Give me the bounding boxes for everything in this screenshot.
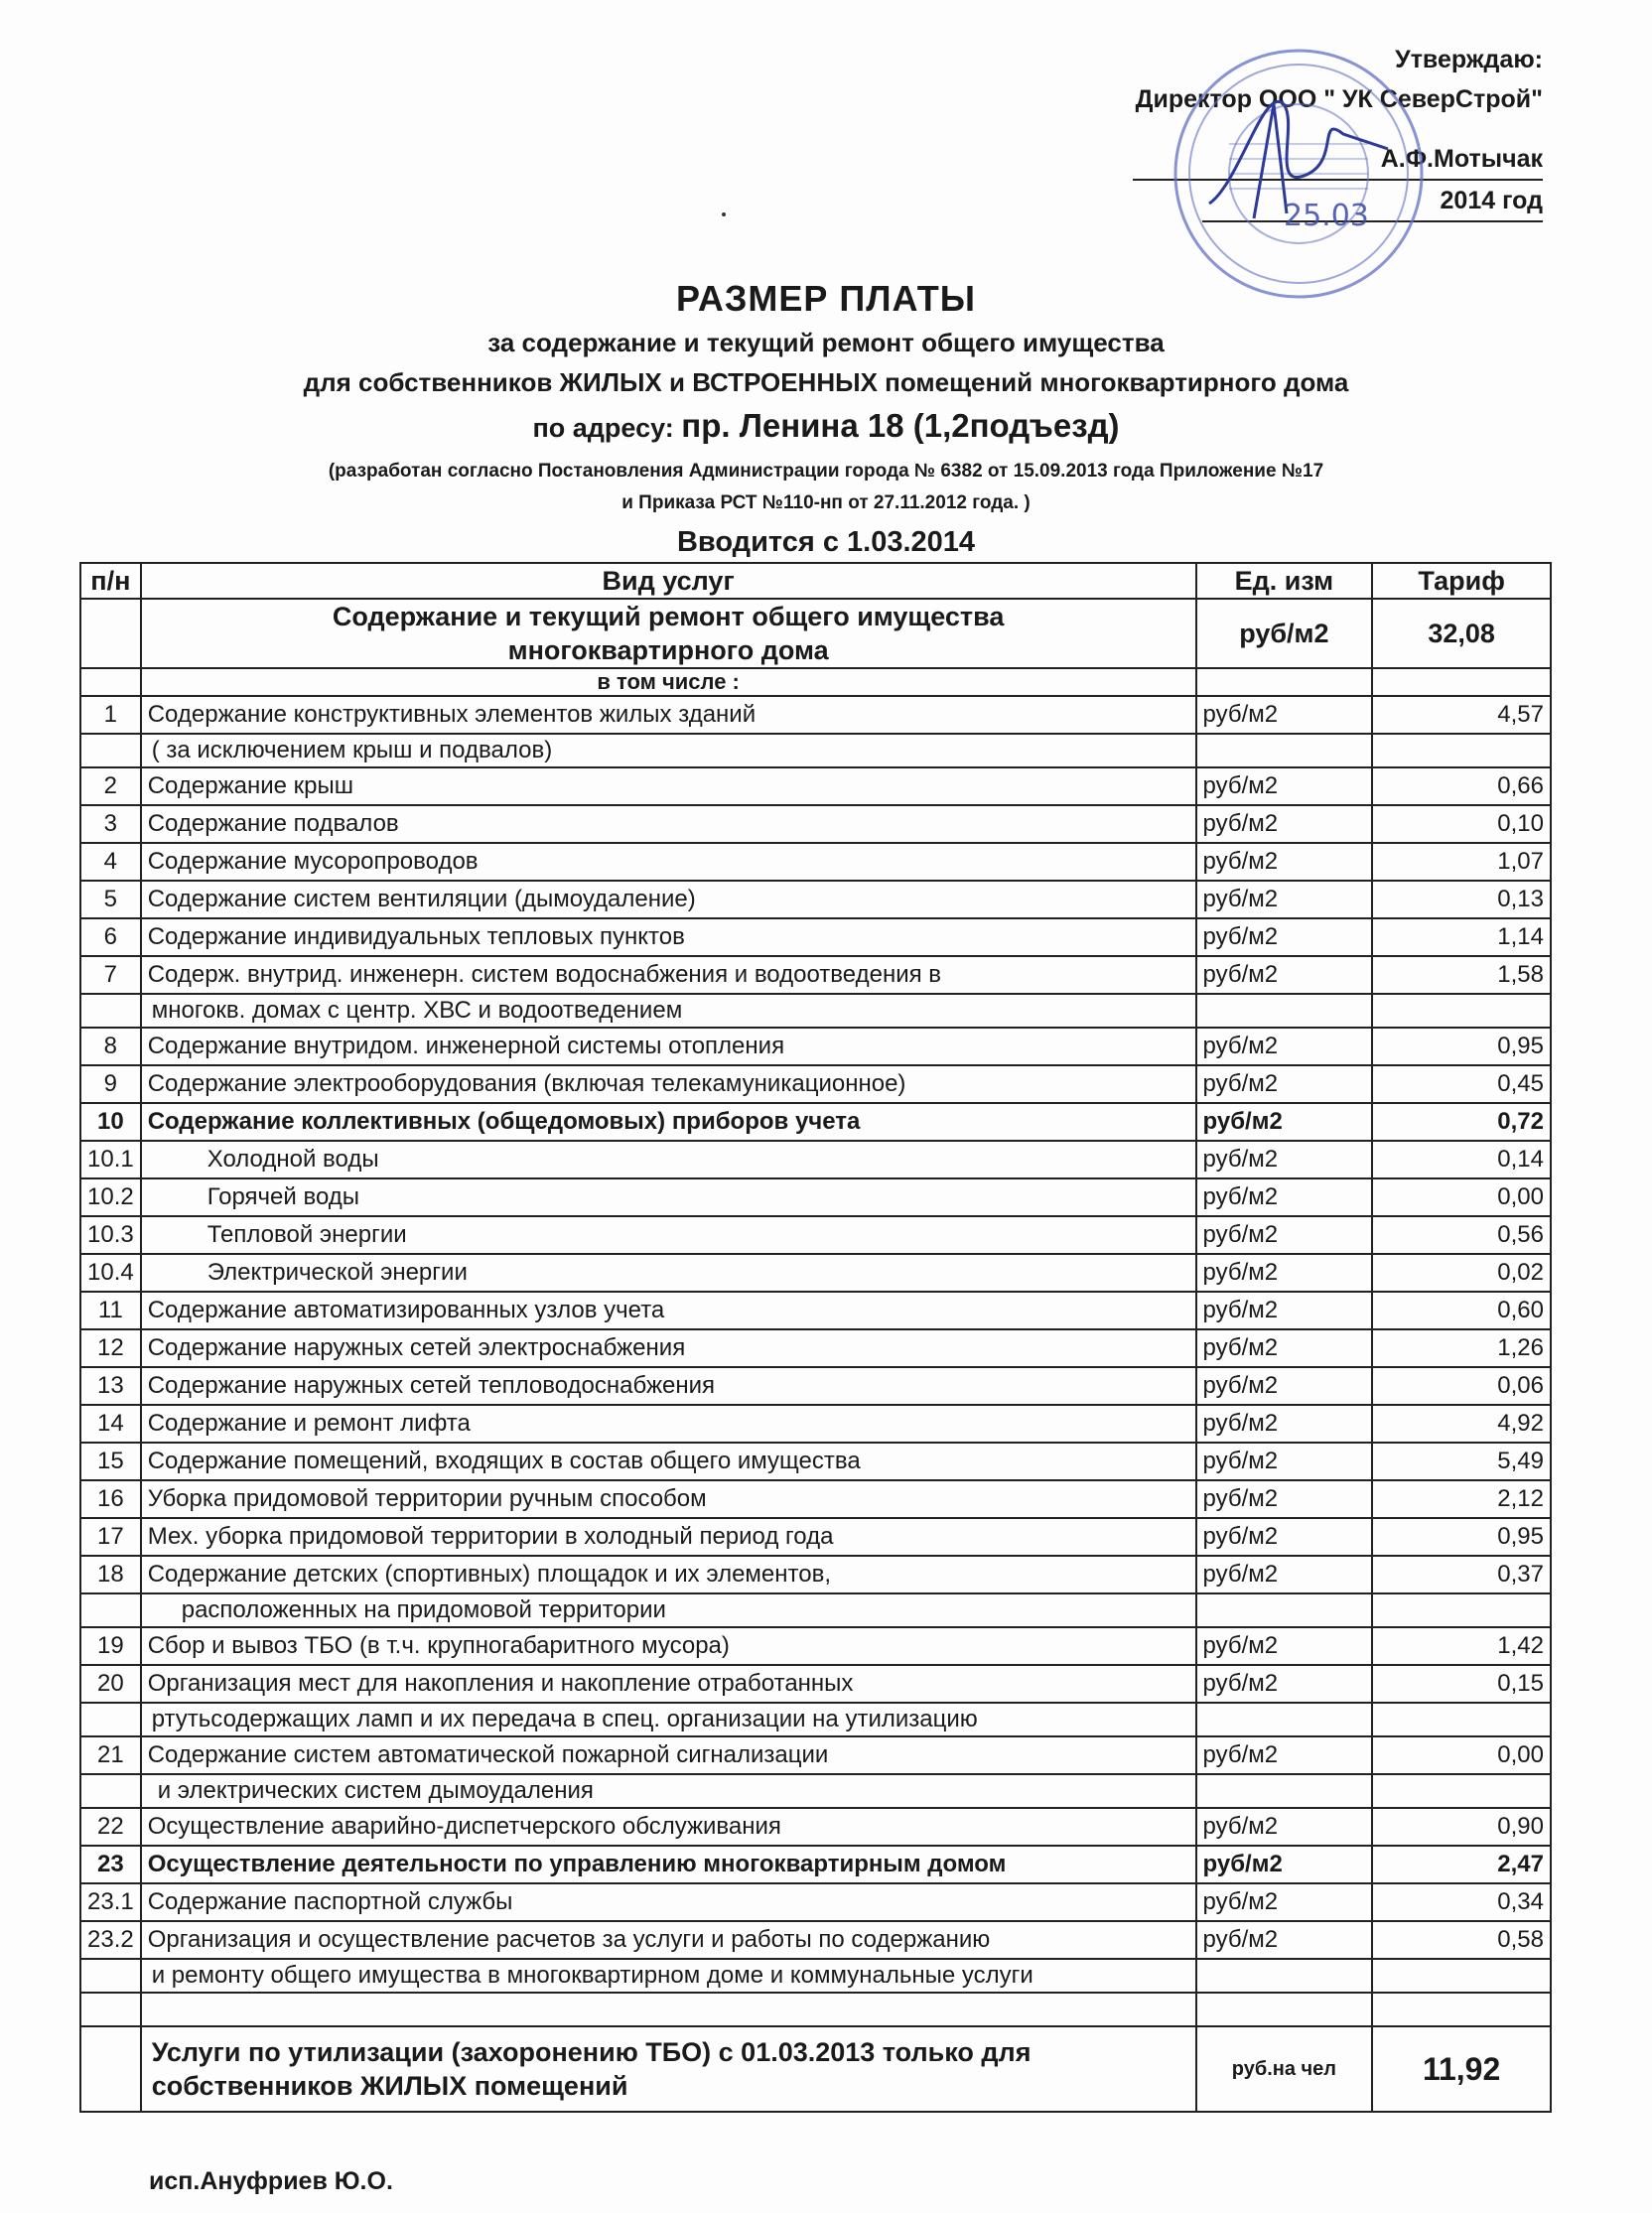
row-tariff: 0,37	[1372, 1556, 1551, 1593]
section-tariff: 32,08	[1372, 599, 1551, 668]
row-service-name: ртутьсодержащих ламп и их передача в спец. организации на утилизацию	[141, 1703, 1196, 1736]
row-tariff: 0,66	[1372, 767, 1551, 805]
including-number	[80, 668, 141, 696]
row-tariff: 0,90	[1372, 1808, 1551, 1846]
row-number: 10.3	[80, 1216, 141, 1254]
including-label: в том числе :	[141, 668, 1196, 696]
row-tariff: 1,14	[1372, 918, 1551, 956]
row-number: 12	[80, 1329, 141, 1367]
legal-basis-note-2: и Приказа РСТ №110-нп от 27.11.2012 года. )	[621, 492, 1031, 513]
table-row	[80, 1480, 1551, 1518]
row-service-name: Содержание и ремонт лифта	[141, 1405, 1196, 1443]
row-service-name: Электрической энергии	[141, 1254, 1196, 1292]
row-number: 23.1	[80, 1883, 141, 1921]
row-unit: руб/м2	[1196, 1665, 1373, 1703]
row-unit: руб/м2	[1196, 1736, 1373, 1774]
row-service-name: расположенных на придомовой территории	[141, 1593, 1196, 1627]
row-service-name: Содержание крыш	[141, 767, 1196, 805]
row-tariff: 0,45	[1372, 1065, 1551, 1103]
row-service-name: Горячей воды	[141, 1178, 1196, 1216]
row-number: 2	[80, 767, 141, 805]
row-unit: руб/м2	[1196, 1028, 1373, 1065]
row-unit: руб/м2	[1196, 918, 1373, 956]
handwritten-date: 25.03	[1284, 199, 1369, 233]
row-service-name: Сбор и вывоз ТБО (в т.ч. крупногабаритного мусора)	[141, 1627, 1196, 1665]
row-unit	[1196, 1703, 1373, 1736]
row-service-name: Содержание подвалов	[141, 805, 1196, 843]
table-row	[80, 1736, 1551, 1774]
address-prefix: по адресу:	[532, 413, 674, 443]
table-row	[80, 734, 1551, 767]
row-service-name: Содержание наружных сетей электроснабжения	[141, 1329, 1196, 1367]
row-tariff: 1,07	[1372, 843, 1551, 881]
row-service-name: ( за исключением крыш и подвалов)	[141, 734, 1196, 767]
final-number	[80, 2026, 141, 2112]
row-service-name: Организация мест для накопления и накопление отработанных	[141, 1665, 1196, 1703]
row-service-name: Содержание автоматизированных узлов учета	[141, 1292, 1196, 1329]
row-unit: руб/м2	[1196, 1627, 1373, 1665]
row-tariff: 5,49	[1372, 1443, 1551, 1480]
row-tariff	[1372, 1593, 1551, 1627]
row-number: 21	[80, 1736, 141, 1774]
row-service-name: Содержание систем вентиляции (дымоудаление)	[141, 881, 1196, 918]
signature-line	[1133, 139, 1543, 181]
final-name-line-2: собственников ЖИЛЫХ помещений	[151, 2071, 628, 2101]
row-number: 22	[80, 1808, 141, 1846]
table-row	[80, 1665, 1551, 1703]
row-unit	[1196, 1593, 1373, 1627]
row-number	[80, 1593, 141, 1627]
row-unit: руб/м2	[1196, 1141, 1373, 1178]
table-row	[80, 1518, 1551, 1556]
table-row	[80, 1703, 1551, 1736]
table-row	[80, 1774, 1551, 1808]
row-tariff: 0,06	[1372, 1367, 1551, 1405]
row-tariff: 0,00	[1372, 1736, 1551, 1774]
table-row	[80, 696, 1551, 734]
table-row	[80, 1292, 1551, 1329]
row-unit: руб/м2	[1196, 1216, 1373, 1254]
document-subtitle-2: для собственников ЖИЛЫХ и ВСТРОЕННЫХ помещений многоквартирного дома	[303, 367, 1349, 397]
table-row	[80, 805, 1551, 843]
row-number: 15	[80, 1443, 141, 1480]
row-number: 14	[80, 1405, 141, 1443]
final-unit: руб.на чел	[1196, 2026, 1373, 2112]
row-tariff	[1372, 994, 1551, 1028]
table-row	[80, 881, 1551, 918]
row-tariff	[1372, 1959, 1551, 1993]
document-title: РАЗМЕР ПЛАТЫ	[676, 278, 976, 319]
row-unit: руб/м2	[1196, 956, 1373, 994]
row-number: 5	[80, 881, 141, 918]
row-number	[80, 1703, 141, 1736]
table-row	[80, 1808, 1551, 1846]
row-number: 18	[80, 1556, 141, 1593]
row-number: 7	[80, 956, 141, 994]
row-service-name: Содерж. внутрид. инженерн. систем водоснабжения и водоотведения в	[141, 956, 1196, 994]
row-service-name: Осуществление аварийно-диспетчерского обслуживания	[141, 1808, 1196, 1846]
row-unit: руб/м2	[1196, 1065, 1373, 1103]
row-service-name: Содержание мусоропроводов	[141, 843, 1196, 881]
row-number	[80, 1959, 141, 1993]
table-row	[80, 994, 1551, 1028]
row-number: 10	[80, 1103, 141, 1141]
row-tariff: 0,10	[1372, 805, 1551, 843]
row-unit: руб/м2	[1196, 805, 1373, 843]
row-service-name: Содержание систем автоматической пожарной сигнализации	[141, 1736, 1196, 1774]
row-unit: руб/м2	[1196, 881, 1373, 918]
row-service-name: Содержание паспортной службы	[141, 1883, 1196, 1921]
spacer-cell	[1196, 1993, 1373, 2026]
row-tariff: 1,58	[1372, 956, 1551, 994]
table-row	[80, 1556, 1551, 1593]
address-line	[0, 407, 1652, 445]
row-number: 10.2	[80, 1178, 141, 1216]
row-tariff: 4,92	[1372, 1405, 1551, 1443]
effective-date: Вводится с 1.03.2014	[676, 526, 976, 558]
table-row	[80, 1141, 1551, 1178]
row-unit: руб/м2	[1196, 1405, 1373, 1443]
row-service-name: Организация и осуществление расчетов за услуги и работы по содержанию	[141, 1921, 1196, 1959]
row-tariff: 0,34	[1372, 1883, 1551, 1921]
section-name-line-1: Содержание и текущий ремонт общего имущества	[332, 602, 1005, 631]
row-service-name: Осуществление деятельности по управлению многоквартирным домом	[141, 1846, 1196, 1883]
spacer-cell	[141, 1993, 1196, 2026]
legal-basis-note-1: (разработан согласно Постановления Администрации города № 6382 от 15.09.2013 года Приложение №17	[328, 461, 1324, 482]
row-unit: руб/м2	[1196, 1103, 1373, 1141]
row-number: 13	[80, 1367, 141, 1405]
row-tariff	[1372, 1703, 1551, 1736]
row-tariff: 4,57	[1372, 696, 1551, 734]
table-row	[80, 1443, 1551, 1480]
table-row	[80, 1959, 1551, 1993]
table-row	[80, 1103, 1551, 1141]
approval-block	[1133, 40, 1543, 222]
approval-date-line	[1133, 181, 1543, 222]
column-header-service: Вид услуг	[141, 563, 1196, 599]
section-name	[141, 599, 1196, 668]
row-tariff: 0,13	[1372, 881, 1551, 918]
table-row	[80, 1178, 1551, 1216]
row-tariff: 0,56	[1372, 1216, 1551, 1254]
column-header-tariff: Тариф	[1372, 563, 1551, 599]
row-number: 10.1	[80, 1141, 141, 1178]
row-number	[80, 1774, 141, 1808]
section-total-row	[80, 599, 1551, 668]
row-service-name: Содержание коллективных (общедомовых) приборов учета	[141, 1103, 1196, 1141]
final-name-line-1: Услуги по утилизации (захоронению ТБО) с 01.03.2013 только для	[151, 2037, 1032, 2067]
row-service-name: Содержание электрооборудования (включая телекамуникационное)	[141, 1065, 1196, 1103]
executor-name: исп.Ануфриев Ю.О.	[149, 2167, 393, 2195]
table-row	[80, 1065, 1551, 1103]
document-subtitle-1: за содержание и текущий ремонт общего имущества	[487, 328, 1165, 357]
row-unit: руб/м2	[1196, 1178, 1373, 1216]
row-number: 17	[80, 1518, 141, 1556]
row-tariff	[1372, 734, 1551, 767]
column-header-unit: Ед. изм	[1196, 563, 1373, 599]
row-number: 23	[80, 1846, 141, 1883]
row-unit: руб/м2	[1196, 1480, 1373, 1518]
table-row	[80, 1593, 1551, 1627]
table-row	[80, 767, 1551, 805]
row-service-name: Содержание детских (спортивных) площадок и их элементов,	[141, 1556, 1196, 1593]
row-tariff: 1,42	[1372, 1627, 1551, 1665]
row-number: 8	[80, 1028, 141, 1065]
table-row	[80, 1921, 1551, 1959]
including-unit	[1196, 668, 1373, 696]
column-header-number: п/н	[80, 563, 141, 599]
row-tariff: 2,47	[1372, 1846, 1551, 1883]
row-service-name: Содержание индивидуальных тепловых пунктов	[141, 918, 1196, 956]
row-unit: руб/м2	[1196, 1518, 1373, 1556]
row-number: 6	[80, 918, 141, 956]
spacer-cell	[1372, 1993, 1551, 2026]
row-unit	[1196, 1774, 1373, 1808]
approval-year: 2014 год	[1202, 181, 1543, 222]
tariff-table	[79, 562, 1552, 2113]
row-number: 20	[80, 1665, 141, 1703]
row-number	[80, 994, 141, 1028]
row-service-name: Содержание наружных сетей тепловодоснабжения	[141, 1367, 1196, 1405]
row-service-name: Холодной воды	[141, 1141, 1196, 1178]
spacer-row	[80, 1993, 1551, 2026]
row-unit: руб/м2	[1196, 1808, 1373, 1846]
row-service-name: Содержание конструктивных элементов жилых зданий	[141, 696, 1196, 734]
table-header-row	[80, 563, 1551, 599]
row-service-name: и электрических систем дымоудаления	[141, 1774, 1196, 1808]
row-tariff: 0,15	[1372, 1665, 1551, 1703]
including-row	[80, 668, 1551, 696]
table-row	[80, 1883, 1551, 1921]
row-unit: руб/м2	[1196, 1921, 1373, 1959]
row-service-name: Мех. уборка придомовой территории в холодный период года	[141, 1518, 1196, 1556]
row-unit: руб/м2	[1196, 1329, 1373, 1367]
approval-position: Директор ООО " УК СеверСтрой"	[1135, 85, 1543, 113]
row-unit: руб/м2	[1196, 1292, 1373, 1329]
row-tariff: 0,95	[1372, 1028, 1551, 1065]
row-unit	[1196, 994, 1373, 1028]
table-row	[80, 1028, 1551, 1065]
table-row	[80, 1216, 1551, 1254]
row-service-name: многокв. домах с центр. ХВС и водоотведением	[141, 994, 1196, 1028]
row-unit: руб/м2	[1196, 696, 1373, 734]
row-number: 11	[80, 1292, 141, 1329]
row-unit	[1196, 1959, 1373, 1993]
row-service-name: и ремонту общего имущества в многоквартирном доме и коммунальные услуги	[141, 1959, 1196, 1993]
table-row	[80, 843, 1551, 881]
approval-heading: Утверждаю:	[1395, 46, 1543, 73]
spacer-cell	[80, 1993, 141, 2026]
row-tariff: 0,00	[1372, 1178, 1551, 1216]
row-number: 4	[80, 843, 141, 881]
table-row	[80, 1367, 1551, 1405]
row-unit: руб/м2	[1196, 1556, 1373, 1593]
speck	[722, 212, 726, 216]
row-tariff: 2,12	[1372, 1480, 1551, 1518]
address-value: пр. Ленина 18 (1,2подъезд)	[681, 407, 1120, 444]
section-number	[80, 599, 141, 668]
row-number: 10.4	[80, 1254, 141, 1292]
final-tariff: 11,92	[1372, 2026, 1551, 2112]
row-tariff: 0,58	[1372, 1921, 1551, 1959]
row-number: 3	[80, 805, 141, 843]
row-unit: руб/м2	[1196, 767, 1373, 805]
row-unit: руб/м2	[1196, 1443, 1373, 1480]
row-service-name: Содержание помещений, входящих в состав общего имущества	[141, 1443, 1196, 1480]
row-tariff: 0,02	[1372, 1254, 1551, 1292]
final-name	[141, 2026, 1196, 2112]
row-unit: руб/м2	[1196, 843, 1373, 881]
row-tariff	[1372, 1774, 1551, 1808]
row-unit: руб/м2	[1196, 1846, 1373, 1883]
table-row	[80, 1254, 1551, 1292]
table-row	[80, 956, 1551, 994]
waste-disposal-row	[80, 2026, 1551, 2112]
approval-signatory: А.Ф.Мотычак	[1133, 139, 1543, 181]
row-unit: руб/м2	[1196, 1254, 1373, 1292]
including-tariff	[1372, 668, 1551, 696]
row-service-name: Уборка придомовой территории ручным способом	[141, 1480, 1196, 1518]
row-number: 9	[80, 1065, 141, 1103]
row-number: 23.2	[80, 1921, 141, 1959]
row-tariff: 0,60	[1372, 1292, 1551, 1329]
section-name-line-2: многоквартирного дома	[507, 635, 829, 665]
row-tariff: 0,95	[1372, 1518, 1551, 1556]
row-number: 1	[80, 696, 141, 734]
table-row	[80, 918, 1551, 956]
row-unit: руб/м2	[1196, 1883, 1373, 1921]
row-number	[80, 734, 141, 767]
row-service-name: Содержание внутридом. инженерной системы отопления	[141, 1028, 1196, 1065]
row-tariff: 0,72	[1372, 1103, 1551, 1141]
table-row	[80, 1329, 1551, 1367]
row-number: 19	[80, 1627, 141, 1665]
section-unit: руб/м2	[1196, 599, 1373, 668]
row-service-name: Тепловой энергии	[141, 1216, 1196, 1254]
table-row	[80, 1846, 1551, 1883]
row-tariff: 1,26	[1372, 1329, 1551, 1367]
table-row	[80, 1627, 1551, 1665]
row-tariff: 0,14	[1372, 1141, 1551, 1178]
table-row	[80, 1405, 1551, 1443]
row-number: 16	[80, 1480, 141, 1518]
row-unit	[1196, 734, 1373, 767]
row-unit: руб/м2	[1196, 1367, 1373, 1405]
